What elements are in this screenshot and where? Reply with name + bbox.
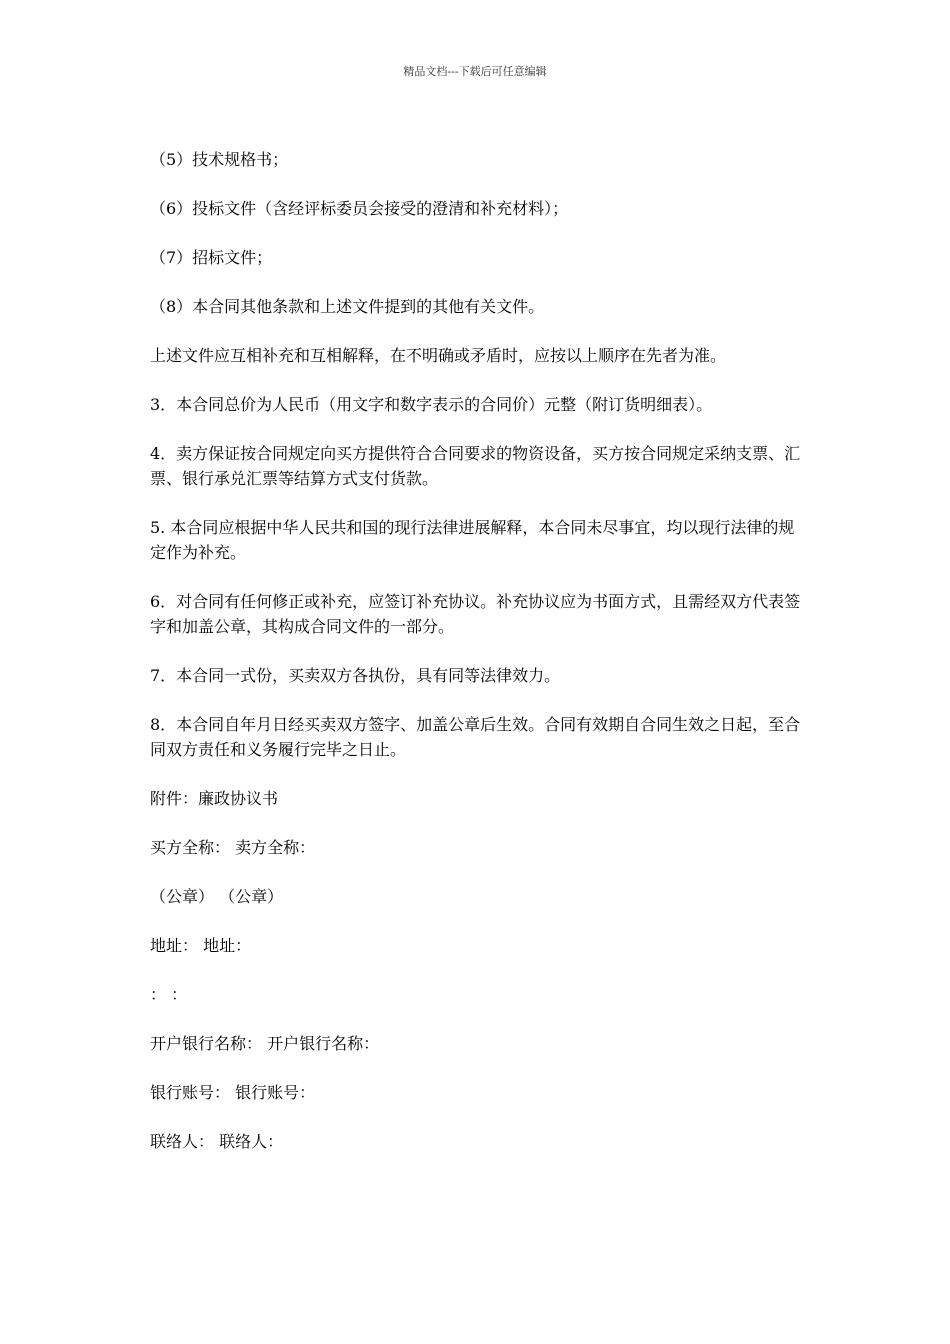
clause-4-payment: 4．卖方保证按合同规定向买方提供符合合同要求的物资设备，买方按合同规定采纳支票、汇票、银行承兑汇票等结算方式支付货款。 (150, 444, 801, 488)
precedence-note: 上述文件应互相补充和互相解释，在不明确或矛盾时，应按以上顺序在先者为准。 (150, 346, 727, 365)
clause-item-6: （6）投标文件（含经评标委员会接受的澄清和补充材料）； (150, 199, 569, 218)
party-seals: （公章） （公章） (150, 887, 284, 906)
clause-item-7: （7）招标文件； (150, 248, 273, 267)
clause-item-8: （8）本合同其他条款和上述文件提到的其他有关文件。 (150, 297, 545, 316)
party-bank-accounts: 银行账号： 银行账号： (150, 1083, 316, 1102)
party-contacts: 联络人： 联络人： (150, 1132, 284, 1151)
party-full-names: 买方全称： 卖方全称： (150, 838, 316, 857)
party-addresses: 地址： 地址： (150, 936, 252, 955)
document-body (150, 147, 802, 1178)
attachment-line: 附件：廉政协议书 (150, 789, 279, 808)
clause-5-law: 5. 本合同应根据中华人民共和国的现行法律进展解释，本合同未尽事宜，均以现行法律的规定作为补充。 (150, 518, 795, 562)
party-bank-names: 开户银行名称： 开户银行名称： (150, 1034, 380, 1053)
page-header: 精品文档---下载后可任意编辑 (403, 65, 547, 78)
clause-3-total-price: 3．本合同总价为人民币（用文字和数字表示的合同价）元整（附订货明细表）。 (150, 395, 713, 414)
clause-6-amendment: 6．对合同有任何修正或补充，应签订补充协议。补充协议应为书面方式，且需经双方代表签字和加盖公章，其构成合同文件的一部分。 (150, 592, 801, 636)
blank-fields-line: ： ： (150, 985, 188, 1004)
clause-7-copies: 7．本合同一式份，买卖双方各执份，具有同等法律效力。 (150, 666, 561, 685)
clause-item-5: （5）技术规格书； (150, 150, 289, 169)
clause-8-effective: 8．本合同自年月日经买卖双方签字、加盖公章后生效。合同有效期自合同生效之日起，至合同双方责任和义务履行完毕之日止。 (150, 715, 801, 759)
